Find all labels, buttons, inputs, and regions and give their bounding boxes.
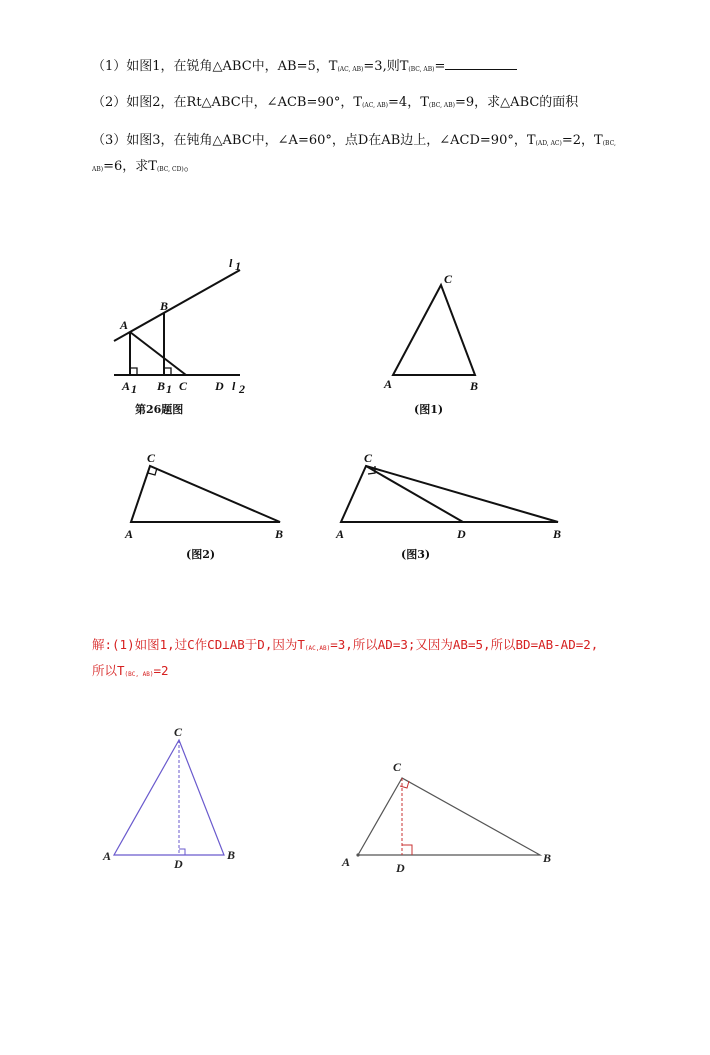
fig26-label-l-sub: 1: [235, 259, 241, 273]
fig1-label-B: B: [470, 379, 479, 393]
q3-sub3: (BC, CD): [156, 166, 184, 173]
q2-mid: =4，T: [388, 95, 429, 110]
q3-sub1: (AD, AC): [535, 140, 562, 147]
sol1-label-D: D: [174, 857, 183, 871]
q3-mid: =2，T: [561, 133, 603, 148]
sol1-label-C: C: [174, 725, 183, 739]
fig3-label-C: C: [364, 451, 373, 465]
fig26-label-l2: l: [232, 379, 236, 393]
fig3-label-A: A: [336, 527, 345, 541]
sol2-label-D: D: [396, 861, 405, 875]
sol1-right-angle: [179, 849, 185, 855]
fig3-label-D: D: [457, 527, 466, 541]
fig2-label-C: C: [147, 451, 156, 465]
fig26-label-l2-sub: 2: [239, 382, 245, 396]
q1-sub2: (BC, AB): [408, 66, 435, 73]
solution-text-4: =2: [153, 663, 169, 678]
sol2-right-angle-c: [400, 781, 409, 788]
fig3-label-B: B: [553, 527, 562, 541]
fig2-label-B: B: [275, 527, 284, 541]
sol1-triangle: [114, 740, 224, 855]
q3-mid2: =6，求T: [103, 159, 157, 174]
q3-sub2b: AB): [92, 166, 104, 173]
solution-sub1: (AC,AB): [304, 645, 331, 652]
segment-a-c: [130, 332, 186, 375]
fig26-label-C: C: [179, 379, 188, 393]
fig26-label-A: A: [120, 318, 129, 332]
q1-suffix: =: [434, 59, 446, 74]
fig26-label-A1: A: [122, 379, 131, 393]
fig26-label-A1-sub: 1: [131, 382, 137, 396]
sol2-label-C: C: [393, 760, 402, 774]
sol1-label-B: B: [227, 848, 236, 862]
q1-text: （1）如图1，在锐角△ABC中，AB=5，T: [92, 59, 338, 74]
fig3-shape: [341, 466, 558, 522]
fig1-label-C: C: [444, 272, 453, 286]
fig1-label-A: A: [384, 377, 393, 391]
right-angle-a1: [130, 368, 137, 375]
solution-text-3: 所以T: [92, 663, 125, 678]
fig2-label-A: A: [125, 527, 134, 541]
right-angle-b1: [164, 368, 171, 375]
sol1-label-A: A: [103, 849, 112, 863]
sol2-triangle: [358, 778, 540, 855]
fig26-label-D: D: [215, 379, 224, 393]
solution-text-2: =3,所以AD=3;又因为AB=5,所以BD=AB-AD=2,: [330, 637, 599, 652]
figure-26: [114, 270, 240, 375]
sol2-right-angle-d: [402, 845, 412, 855]
q2-sub1: (AC, AB): [362, 102, 389, 109]
q1-mid: =3,则T: [363, 59, 409, 74]
fig26-label-B: B: [160, 299, 169, 313]
fig26-label-B1: B: [157, 379, 166, 393]
sol2-label-B: B: [543, 851, 552, 865]
q3-sub2: (BC,: [602, 140, 616, 147]
sol2-point-a: [356, 853, 359, 856]
q1-sub1: (AC, AB): [337, 66, 364, 73]
solution-text: 解:(1)如图1,过C作CD⊥AB于D,因为T: [92, 637, 305, 652]
q3-text: （3）如图3，在钝角△ABC中，∠A=60°，点D在AB边上，∠ACD=90°，T: [92, 133, 536, 148]
fig1-triangle: [393, 285, 475, 375]
fig1-caption: (图1): [414, 403, 444, 416]
line-l1: [114, 270, 240, 341]
fig3-caption: (图3): [401, 548, 431, 561]
q3-suffix: 。: [183, 159, 197, 174]
fig26-caption: 第26题图: [135, 403, 184, 416]
solution-sub2: (BC, AB): [124, 671, 154, 678]
q2-suffix: =9，求△ABC的面积: [455, 95, 579, 110]
fig26-label-l: l: [229, 256, 233, 270]
fig3-segment-cd: [366, 466, 463, 522]
fig2-caption: (图2): [186, 548, 216, 561]
sol2-label-A: A: [342, 855, 351, 869]
q2-text: （2）如图2，在Rt△ABC中，∠ACB=90°，T: [92, 95, 363, 110]
q2-sub2: (BC, AB): [428, 102, 456, 109]
fig26-label-B1-sub: 1: [166, 382, 172, 396]
